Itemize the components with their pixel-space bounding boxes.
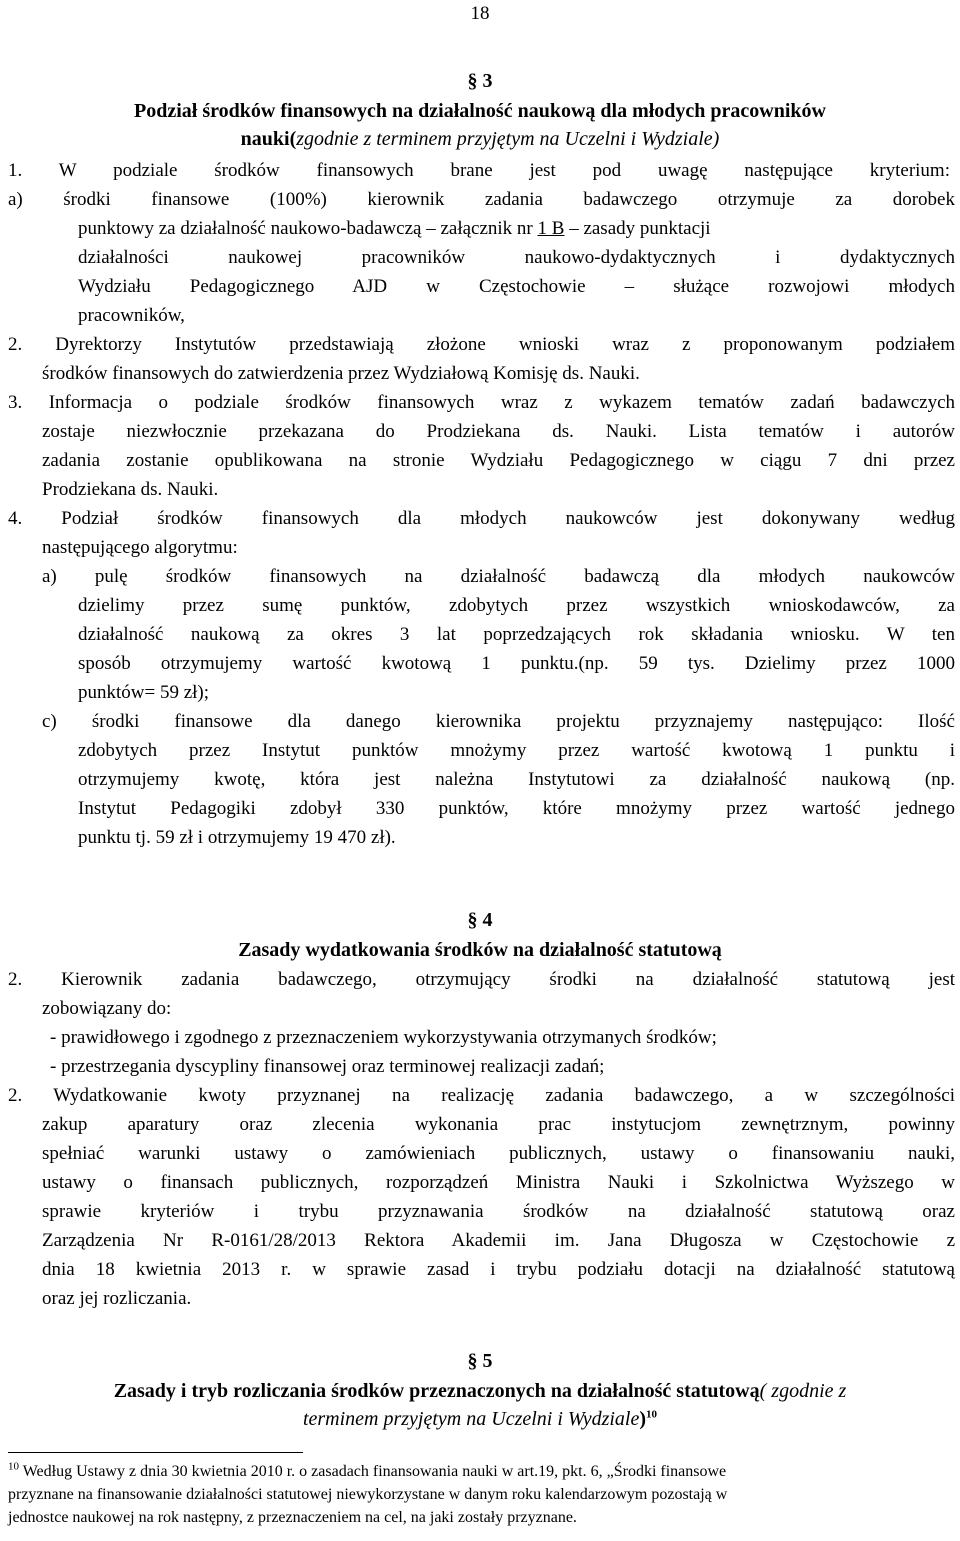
paragraph-line: zobowiązany do: <box>42 998 172 1019</box>
paragraph-line-with-ref <box>78 215 958 243</box>
paragraph-text: – zasady punktacji <box>569 218 711 239</box>
paragraph-line: 2. Wydatkowanie kwoty przyznanej na realizację zadania badawczego, a w szczególności <box>8 1085 955 1106</box>
section-3-title-bold: nauki( <box>240 128 297 150</box>
footnote-separator <box>8 1452 303 1453</box>
paragraph-line: - przestrzegania dyscypliny finansowej oraz terminowej realizacji zadań; <box>50 1056 605 1077</box>
paragraph-line: 4. Podział środków finansowych dla młodych naukowców jest dokonywany według <box>8 508 955 529</box>
footnote-mark: 10 <box>8 1460 19 1473</box>
attachment-ref: 1 B <box>537 218 565 239</box>
section-5-title-italic-cont: terminem przyjętym na Uczelni i Wydziale <box>302 1408 640 1430</box>
paragraph-line: 2. Kierownik zadania badawczego, otrzymujący środki na działalność statutową jest <box>8 969 955 990</box>
paragraph-line: 1. W podziale środków finansowych brane jest pod uwagę następujące kryterium: <box>8 160 950 181</box>
paragraph-line: zdobytych przez Instytut punktów mnożymy przez wartość kwotową 1 punktu i <box>78 740 955 761</box>
paragraph-line: dnia 18 kwietnia 2013 r. w sprawie zasad i trybu podziału dotacji na działalność statutową <box>42 1259 955 1280</box>
paragraph-line: zostaje niezwłocznie przekazana do Prodziekana ds. Nauki. Lista tematów i autorów <box>42 421 955 442</box>
section-4-symbol: § 4 <box>467 909 493 931</box>
paragraph-text: punktowy za działalność naukowo-badawczą – załącznik nr <box>78 218 533 239</box>
paragraph-line: c) środki finansowe dla danego kierownika projektu przyznajemy następująco: Ilość <box>42 711 955 732</box>
paragraph-line: punktów= 59 zł); <box>78 682 210 703</box>
paragraph-line: środków finansowych do zatwierdzenia przez Wydziałową Komisję ds. Nauki. <box>42 363 640 384</box>
paragraph-line: - prawidłowego i zgodnego z przeznaczeniem wykorzystywania otrzymanych środków; <box>50 1027 717 1048</box>
section-3-title: Podział środków finansowych na działalność naukową dla młodych pracowników <box>134 100 826 122</box>
paragraph-line: działalności naukowej pracowników naukowo-dydaktycznych i dydaktycznych <box>78 247 955 268</box>
paragraph-line: zadania zostanie opublikowana na stronie Wydziału Pedagogicznego w ciągu 7 dni przez <box>42 450 955 471</box>
section-5-title-cont <box>0 1405 960 1434</box>
paragraph-line: a) pulę środków finansowych na działalność badawczą dla młodych naukowców <box>42 566 955 587</box>
section-4-title: Zasady wydatkowania środków na działalność statutową <box>238 939 722 961</box>
paragraph-line: sposób otrzymujemy wartość kwotową 1 punktu.(np. 59 tys. Dzielimy przez 1000 <box>78 653 955 674</box>
paragraph-line: Wydziału Pedagogicznego AJD w Częstochowie – służące rozwojowi młodych <box>78 276 955 297</box>
paragraph-line: Prodziekana ds. Nauki. <box>42 479 219 500</box>
footnote-reference: 10 <box>646 1408 658 1421</box>
section-3-title-italic: zgodnie z terminem przyjętym na Uczelni i Wydziale) <box>296 128 720 150</box>
section-3-symbol: § 3 <box>467 70 493 92</box>
paragraph-line: dzielimy przez sumę punktów, zdobytych przez wszystkich wnioskodawców, za <box>78 595 955 616</box>
section-5-title-close: ) <box>639 1408 647 1430</box>
paragraph-line: działalność naukową za okres 3 lat poprzedzających rok składania wniosku. W ten <box>78 624 955 645</box>
paragraph-line: a) środki finansowe (100%) kierownik zadania badawczego otrzymuje za dorobek <box>8 189 955 210</box>
paragraph-line: Instytut Pedagogiki zdobył 330 punktów, które mnożymy przez wartość jednego <box>78 798 955 819</box>
paragraph-line: otrzymujemy kwotę, która jest należna Instytutowi za działalność naukową (np. <box>78 769 955 790</box>
footnote-text: Według Ustawy z dnia 30 kwietnia 2010 r. o zasadach finansowania nauki w art.19, pkt. 6, „Środki finansowe <box>22 1463 727 1480</box>
page-number: 18 <box>470 3 490 24</box>
paragraph-line: pracowników, <box>78 305 185 326</box>
paragraph-line: 2. Dyrektorzy Instytutów przedstawiają złożone wnioski wraz z proponowanym podziałem <box>8 334 955 355</box>
section-5-title <box>0 1377 960 1406</box>
footnote-line <box>8 1460 726 1483</box>
paragraph-line: oraz jej rozliczania. <box>42 1288 192 1309</box>
footnote-line: jednostce naukowej na rok następny, z przeznaczeniem na cel, na jaki zostały przyznane. <box>8 1509 577 1526</box>
paragraph-line: 3. Informacja o podziale środków finansowych wraz z wykazem tematów zadań badawczych <box>8 392 955 413</box>
paragraph-line: następującego algorytmu: <box>42 537 238 558</box>
section-5-title-italic: ( zgodnie z <box>759 1380 847 1402</box>
section-3-title-cont <box>0 125 960 154</box>
paragraph-line: sprawie kryteriów i trybu przyznawania środków na działalność statutową oraz <box>42 1201 955 1222</box>
paragraph-line: Zarządzenia Nr R-0161/28/2013 Rektora Akademii im. Jana Długosza w Częstochowie z <box>42 1230 955 1251</box>
paragraph-line: ustawy o finansach publicznych, rozporządzeń Ministra Nauki i Szkolnictwa Wyższego w <box>42 1172 955 1193</box>
paragraph-line: punktu tj. 59 zł i otrzymujemy 19 470 zł). <box>78 827 396 848</box>
section-5-symbol: § 5 <box>467 1350 493 1372</box>
section-5-title-bold: Zasady i tryb rozliczania środków przeznaczonych na działalność statutową <box>113 1380 760 1402</box>
paragraph-line: spełniać warunki ustawy o zamówieniach publicznych, ustawy o finansowaniu nauki, <box>42 1143 955 1164</box>
footnote-line: przyznane na finansowanie działalności statutowej niewykorzystane w danym roku kalendarzowym pozostają w <box>8 1486 728 1503</box>
paragraph-line: zakup aparatury oraz zlecenia wykonania prac instytucjom zewnętrznym, powinny <box>42 1114 955 1135</box>
